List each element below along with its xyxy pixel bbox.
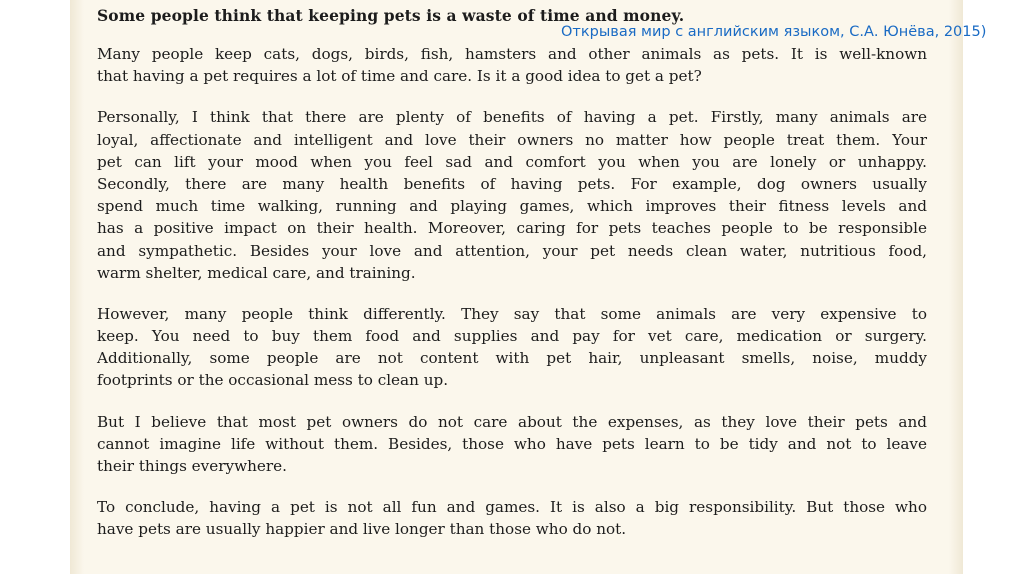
text-line: To conclude, having a pet is not all fun and games. It is also a big responsibility. But those who: [97, 498, 927, 517]
text-line: footprints or the occasional mess to clean up.: [97, 371, 449, 390]
text-line: pet can lift your mood when you feel sad and comfort you when you are lonely or unhappy.: [97, 152, 927, 171]
text-line: However, many people think differently. They say that some animals are very expensive to: [97, 304, 927, 323]
text-line: keep. You need to buy them food and supplies and pay for vet care, medication or surgery.: [97, 327, 927, 346]
text-line: Personally, I think that there are plenty of benefits of having a pet. Firstly, many animals are: [97, 108, 927, 127]
essay-title: Some people think that keeping pets is a waste of time and money.: [97, 6, 685, 25]
text-line: and sympathetic. Besides your love and attention, your pet needs clean water, nutritious food,: [97, 241, 927, 260]
paragraph-benefits: [97, 106, 927, 284]
text-line: their things everywhere.: [97, 457, 287, 475]
paragraph-intro: [97, 43, 927, 87]
source-caption: Открывая мир с английским языком, С.А. Юнёва, 2015): [561, 24, 987, 40]
text-line: Many people keep cats, dogs, birds, fish, hamsters and other animals as pets. It is well-known: [97, 45, 927, 63]
text-line: loyal, affectionate and intelligent and love their owners no matter how people treat them. Your: [97, 130, 927, 149]
text-line: that having a pet requires a lot of time and care. Is it a good idea to get a pet?: [97, 67, 702, 86]
text-line: Additionally, some people are not content with pet hair, unpleasant smells, noise, muddy: [97, 349, 927, 368]
text-line: has a positive impact on their health. Moreover, caring for pets teaches people to be responsible: [97, 219, 927, 238]
paragraph-conclusion: [97, 496, 927, 540]
paragraph-rebuttal: [97, 411, 927, 478]
text-line: warm shelter, medical care, and training.: [97, 263, 416, 282]
paragraph-counterargument: [97, 303, 927, 392]
text-line: Secondly, there are many health benefits of having pets. For example, dog owners usually: [97, 174, 927, 193]
text-line: But I believe that most pet owners do not care about the expenses, as they love their pets and: [97, 412, 927, 431]
essay-text: [97, 5, 927, 560]
text-line: cannot imagine life without them. Besides, those who have pets learn to be tidy and not to leave: [97, 434, 927, 453]
text-line: spend much time walking, running and playing games, which improves their fitness levels and: [97, 197, 927, 216]
text-line: have pets are usually happier and live longer than those who do not.: [97, 520, 627, 539]
